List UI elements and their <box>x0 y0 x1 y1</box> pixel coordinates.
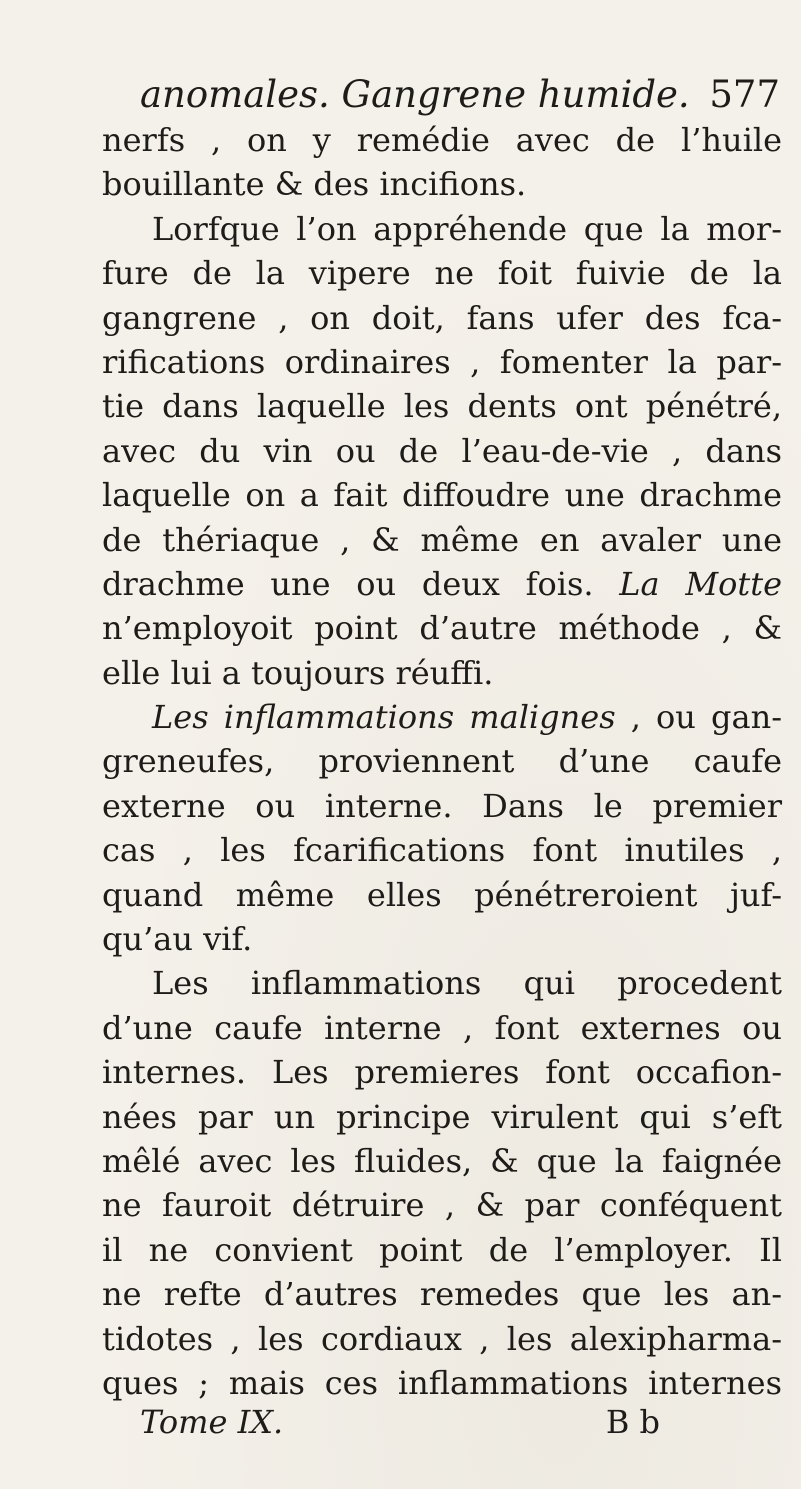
text-line: avec du vin ou de l’eau-de-vie , dans <box>102 431 782 470</box>
text-line: tie dans laquelle les dents ont pénétré, <box>102 387 782 426</box>
text-line: internes. Les premieres font occafion- <box>102 1053 782 1092</box>
text-line: de thériaque , & même en avaler une <box>102 520 782 559</box>
text-line: ne refte d’autres remedes que les an- <box>102 1275 782 1314</box>
tome-label: Tome IX. <box>140 1403 284 1441</box>
page-number: 577 <box>709 73 780 116</box>
text-line: externe ou interne. Dans le premier <box>102 786 782 825</box>
text-line: laquelle on a fait diffoudre une drachme <box>102 476 782 515</box>
text-line: cas , les fcarifications font inutiles , <box>102 831 782 870</box>
body-text <box>102 118 782 1405</box>
text-line: bouillante & des incifions. <box>102 165 527 204</box>
text-line: ques ; mais ces inflammations internes <box>102 1363 782 1402</box>
signature-mark: B b <box>605 1403 660 1441</box>
page-footer <box>140 1400 660 1444</box>
text-line: greneufes, proviennent d’une caufe <box>102 742 782 781</box>
text-line: Lorfque l’on appréhende que la mor- <box>152 209 782 248</box>
text-line: quand même elles pénétreroient juf- <box>102 875 782 914</box>
running-header <box>140 70 780 120</box>
text-line: ne fauroit détruire , & par conféquent <box>102 1186 782 1225</box>
text-line: rifications ordinaires , fomenter la par- <box>102 342 782 381</box>
text-line: d’une caufe interne , font externes ou <box>102 1008 782 1047</box>
text-line: Les inflammations qui procedent <box>152 964 782 1003</box>
text-line: mêlé avec les fluides, & que la faignée <box>102 1141 782 1180</box>
text-line: tidotes , les cordiaux , les alexipharma- <box>102 1319 782 1358</box>
text-line: il ne convient point de l’employer. Il <box>102 1230 782 1269</box>
text-line: fure de la vipere ne foit fuivie de la <box>102 254 782 293</box>
running-title: anomales. Gangrene humide. <box>140 73 690 116</box>
text-line: drachme une ou deux fois. La Motte <box>102 564 783 603</box>
text-line: n’employoit point d’autre méthode , & <box>102 609 782 648</box>
text-line: gangrene , on doit, fans ufer des fca- <box>102 298 782 337</box>
text-line: qu’au vif. <box>102 920 253 959</box>
text-line: Les inflammations malignes , ou gan- <box>152 698 783 737</box>
text-line: elle lui a toujours réuffi. <box>102 653 494 692</box>
text-line: nerfs , on y remédie avec de l’huile <box>102 121 782 159</box>
text-line: nées par un principe virulent qui s’eft <box>102 1097 782 1136</box>
